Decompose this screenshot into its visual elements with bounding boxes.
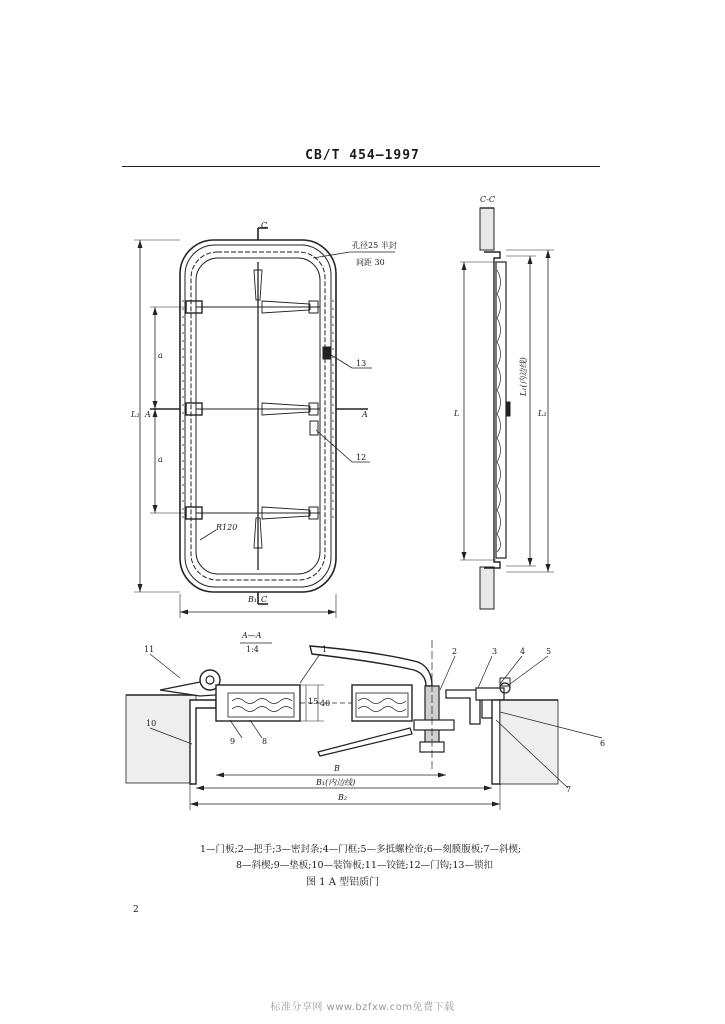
figure-caption: 图 1 A 型铝质门 (306, 877, 380, 888)
page-number: 2 (133, 905, 139, 915)
callout-8: 8 (262, 737, 268, 746)
dim-l-label: L (454, 409, 460, 418)
hole-note: 孔径25 半封 (352, 241, 397, 250)
dim-40-label: 40 (320, 699, 331, 708)
callout-7: 7 (566, 785, 572, 794)
callout-1: 1 (322, 645, 328, 654)
dim-b1-label: B₁ (248, 595, 258, 604)
callout-5: 5 (546, 647, 552, 656)
callout-13: 13 (356, 359, 367, 368)
watermark: 标准分享网 www.bzfxw.com免费下载 (270, 1002, 455, 1013)
dim-a-upper-label: a (158, 351, 163, 360)
dim-b2-label: B₂ (338, 793, 348, 802)
dim-b-label: B (334, 764, 340, 773)
callout-3: 3 (492, 647, 498, 656)
legend-line-2: 8—斜楔;9—垫板;10—装饰板;11—铰链;12—门钩;13—锁扣 (236, 860, 493, 871)
section-cc-title: C-C (480, 195, 495, 204)
section-c-bottom-label: C (261, 595, 268, 604)
section-aa (126, 640, 602, 810)
door-elevation (134, 228, 395, 618)
pitch-note: 间距 30 (356, 258, 385, 267)
dim-l2-side-label: L₂ (538, 409, 547, 418)
callout-9: 9 (230, 737, 236, 746)
standard-code-header: CB/T 454—1997 (305, 148, 420, 163)
section-aa-scale: 1:4 (246, 645, 259, 654)
callout-6: 6 (600, 739, 606, 748)
section-c-top-label: C (261, 221, 268, 230)
legend-line-1: 1—门板;2—把手;3—密封条;4—门框;5—多抵螺栓帝;6—刻膜腹板;7—斜楔; (200, 844, 522, 855)
callout-10: 10 (146, 719, 157, 728)
dim-l2-label: L₂ (131, 410, 140, 419)
dim-15-label: 15 (308, 697, 319, 706)
radius-label: R120 (216, 523, 238, 532)
dim-a-lower-label: a (158, 455, 163, 464)
callout-4: 4 (520, 647, 526, 656)
callout-2: 2 (452, 647, 458, 656)
callout-12: 12 (356, 453, 367, 462)
dim-l1-label: L₁(内边线) (519, 357, 528, 396)
section-aa-title: A—A (242, 631, 262, 640)
section-a-right-label: A (362, 410, 368, 419)
dim-b1-section-label: B₁(内边线) (316, 778, 356, 787)
callout-11: 11 (144, 645, 155, 654)
section-a-left-label: A (145, 410, 151, 419)
